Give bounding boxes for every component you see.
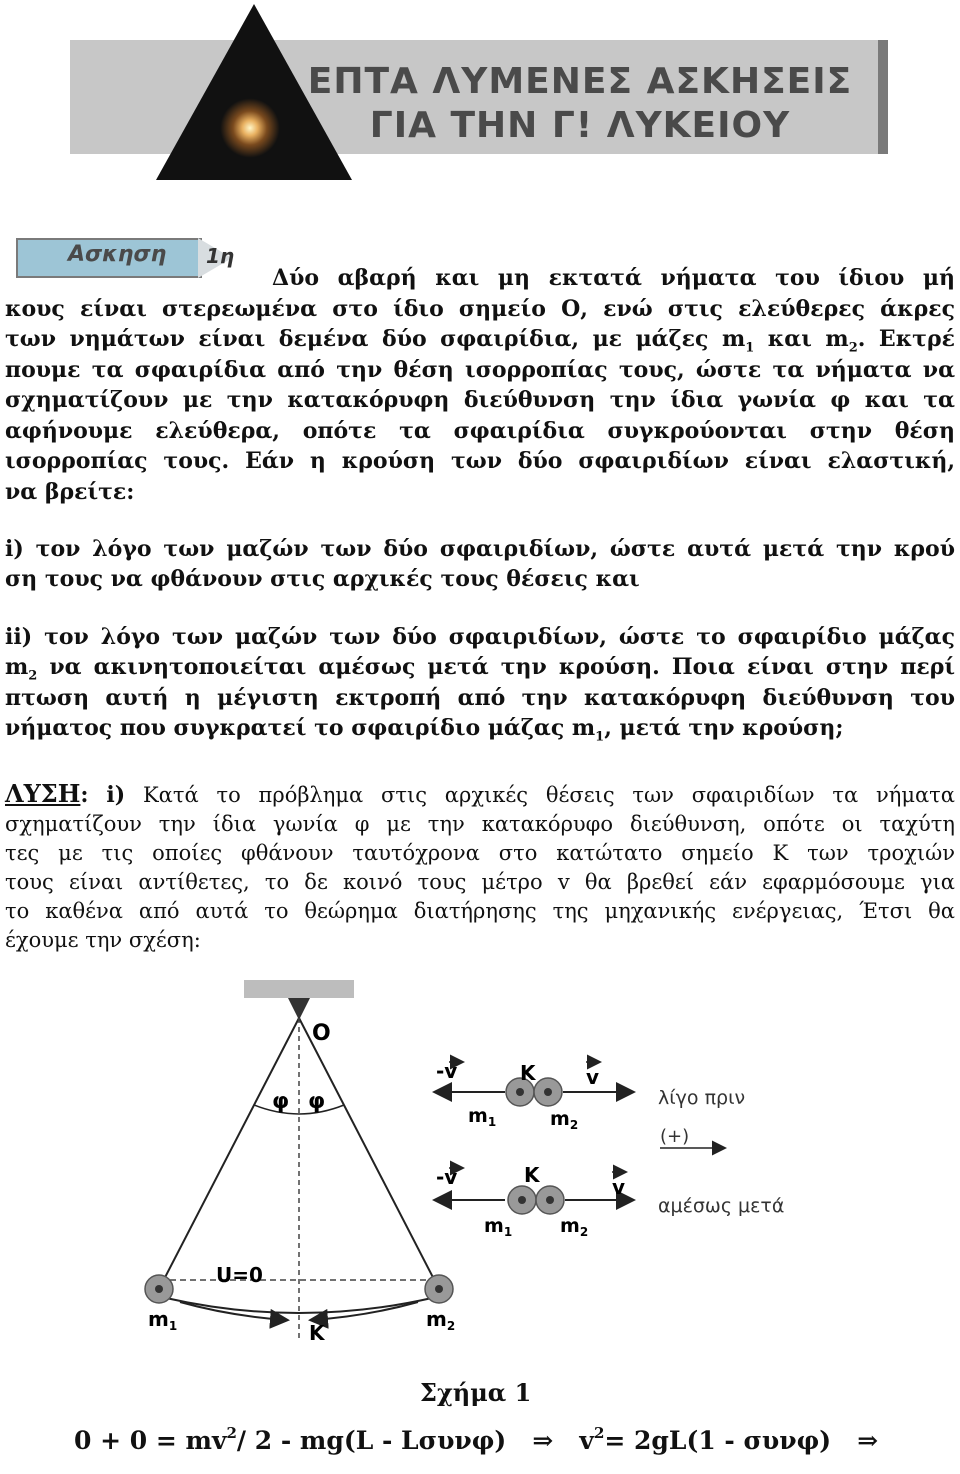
solution-line-6: έχουμε την σχέση: [5,928,201,952]
bob-m2-hook [435,1285,443,1293]
banner-title [280,60,880,148]
implies-arrow: ⇒ [857,1426,879,1455]
subscript: 2 [848,340,858,356]
subscript: 1 [745,340,755,356]
mass-symbol: m [426,1307,447,1331]
exercise-tag-label: Ασκηση [68,242,167,267]
mass-symbol: m [550,1108,570,1130]
question-2-line-1: ii) τον λόγο των μαζών των δύο σφαιριδίων, ώστε το σφαιρίδιο μάζας [5,624,955,650]
problem-line-5: σχηματίζουν με την κατακόρυφη διεύθυνση την ίδια γωνία φ και τα [5,387,955,413]
banner-star-glow [220,98,280,158]
after-label: αμέσως μετά [658,1195,785,1217]
ball-hook [518,1196,526,1204]
subscript: 2 [569,1118,579,1132]
question-1-line-2: ση τους να φθάνουν στις αρχικές τους θέσεις και [5,566,640,592]
energy-equation [74,1424,878,1455]
figure-caption: Σχήμα 1 [420,1378,532,1407]
pivot-label: O [312,1021,331,1046]
solution-line-1 [5,779,955,810]
subscript: 1 [503,1225,513,1239]
potential-zero-label: U=0 [216,1263,263,1287]
question-2-line-4 [5,713,955,752]
problem-line-1: Δύο αβαρή και μη εκτατά νήματα του ίδιου μή [272,265,955,291]
ball-hook [516,1088,524,1096]
solution-part-label: i) [106,782,126,808]
question-2-line-2-rest: να ακινητοποιείται αμέσως μετά την κρούση. Ποια είναι στην περί [37,654,955,680]
mass-symbol: m [484,1215,504,1237]
ball-m2-before-label [550,1108,578,1132]
problem-line-3-text: των νημάτων είναι δεμένα δύο σφαιρίδια, με μάζες m [5,326,746,352]
question-2-line-4-a: νήματος που συγκρατεί το σφαιρίδιο μάζας m [5,715,596,741]
lowest-point-label: K [309,1321,325,1345]
solution-line-3: τες με τις οποίες φθάνουν ταυτόχρονα στο κατώτατο σημείο Κ των τροχιών [5,841,955,865]
question-1-line-1: i) τον λόγο των μαζών των δύο σφαιριδίων, ώστε αυτά μετά την κρού [5,536,955,562]
question-2-line-4-b: , μετά την κρούση; [604,715,844,741]
subscript: 2 [28,668,38,684]
mass-symbol: m [468,1105,488,1127]
ball-m1-after-label [484,1215,512,1239]
problem-line-8: να βρείτε: [5,479,135,505]
ceiling-support [244,980,354,998]
mass-symbol: m [5,654,29,680]
velocity-label-after: v [612,1175,626,1199]
ball-hook [546,1196,554,1204]
subscript: 1 [168,1319,178,1333]
velocity-minus-label-after: -v [436,1165,458,1189]
ball-m2-after-label [560,1215,588,1239]
phi-left-label: φ [272,1089,290,1114]
equation-v: v [579,1426,594,1455]
problem-line-7: ισορροπίας τους. Εάν η κρούση των δύο σφαιριδίων είναι ελαστική, [5,448,955,474]
string-right [299,1018,439,1289]
bob-m2-label [426,1307,455,1333]
mass-symbol: m [148,1307,169,1331]
velocity-minus-label-before: -v [436,1059,458,1083]
equation-mid: / 2 - mg(L - Lσυνφ) [236,1426,507,1455]
solution-heading: ΛΥΣΗ [5,779,81,808]
mass-symbol: m [560,1215,580,1237]
problem-line-3-tail: . Εκτρέ [857,326,955,352]
equation-exponent: 2 [226,1424,237,1442]
equation-exponent: 2 [593,1424,605,1442]
banner-title-line1: ΕΠΤΑ ΛΥΜΕΝΕΣ ΑΣΚΗΣΕΙΣ [307,61,853,102]
exercise-tag [16,238,235,282]
phi-right-label: φ [308,1089,326,1114]
pivot-wedge [288,998,310,1020]
solution-line-5: το καθένα από αυτά το θεώρημα διατήρησης της μηχανικής ενέργειας, Έτσι θα [5,899,955,923]
problem-line-3-and: και m [754,326,849,352]
bob-m1-label [148,1307,177,1333]
positive-direction-label: (+) [660,1126,690,1147]
solution-line-4: τους είναι αντίθετες, το δε κοινό τους μέτρο v θα βρεθεί εάν εφαρμόσουμε για [5,870,955,894]
bob-m1-hook [155,1285,163,1293]
collision-point-label-after: K [524,1163,540,1187]
pendulum-figure [110,980,830,1350]
collision-point-label-before: K [520,1061,536,1085]
solution-line-1-text: Κατά το πρόβλημα στις αρχικές θέσεις των σφαιριδίων τα νήματα [142,783,955,807]
ball-hook [544,1088,552,1096]
subscript: 2 [579,1225,589,1239]
problem-line-2: κους είναι στερεωμένα στο ίδιο σημείο Ο, ενώ στις ελεύθερες άκρες [5,296,955,322]
subscript: 2 [446,1319,456,1333]
problem-line-6: αφήνουμε ελεύθερα, οπότε τα σφαιρίδια συγκρούονται στην θέση [5,418,955,444]
problem-line-4: πουμε τα σφαιρίδια από την θέση ισορροπίας τους, ώστε τα νήματα να [5,357,955,383]
subscript: 1 [595,729,605,745]
string-left [159,1018,299,1289]
implies-arrow: ⇒ [532,1426,554,1455]
equation-lhs: 0 + 0 = mv [74,1426,227,1455]
before-label: λίγο πριν [658,1087,746,1109]
ball-m1-before-label [468,1105,496,1129]
subscript: 1 [487,1115,497,1129]
banner-title-line2: ΓΙΑ ΤΗΝ Γ! ΛΥΚΕΙΟΥ [369,105,791,146]
equation-rhs: = 2gL(1 - συνφ) [604,1426,832,1455]
solution-colon: : [80,782,89,808]
exercise-tag-number: 1η [206,244,235,268]
header-banner [70,36,890,158]
question-2-line-3: πτωση αυτή η μέγιστη εκτροπή από την κατακόρυφη διεύθυνση του [5,685,955,711]
velocity-label-before: v [586,1065,600,1089]
solution-line-2: σχηματίζουν την ίδια γωνία φ με την κατακόρυφο διεύθυνση, οπότε οι ταχύτη [5,812,955,836]
